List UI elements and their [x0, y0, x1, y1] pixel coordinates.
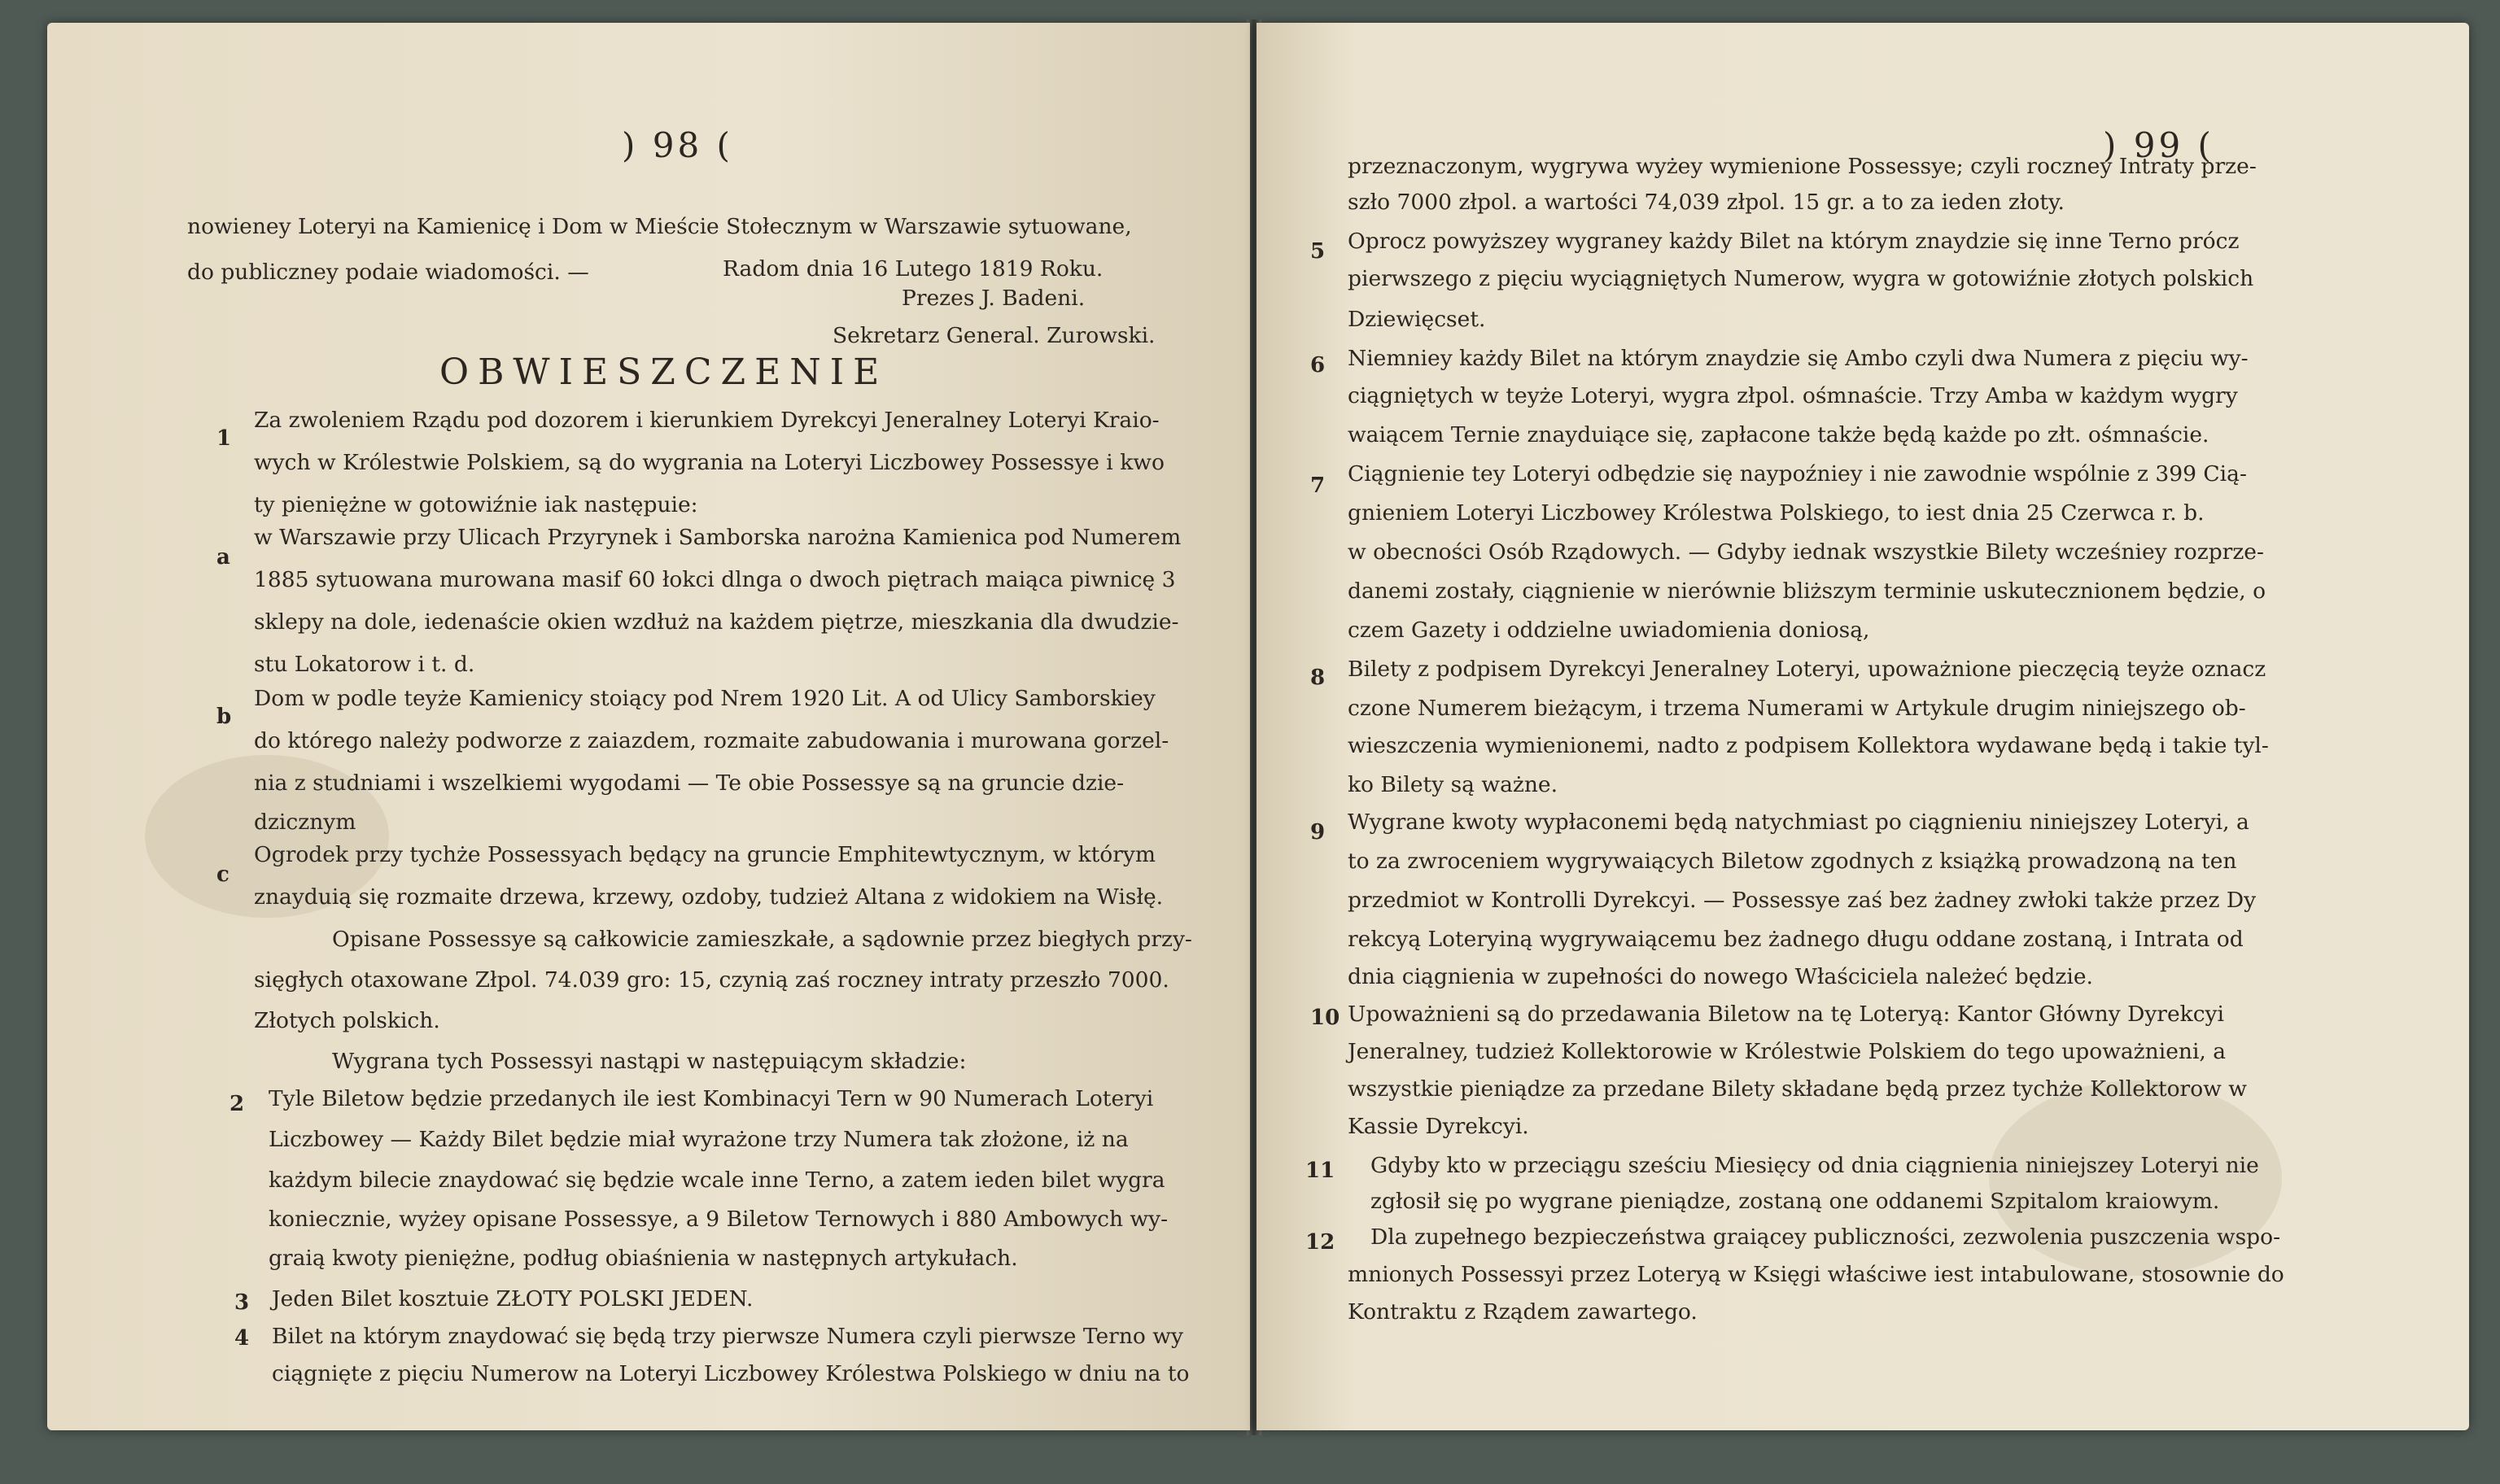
text-line: Sekretarz General. Zurowski. [833, 323, 1156, 348]
item-number: 3 [234, 1290, 250, 1315]
page-left [47, 23, 1250, 1430]
text-line: dzicznym [254, 810, 356, 835]
page-number: ) 99 ( [2103, 125, 2214, 165]
text-line: Ogrodek przy tychże Possessyach będący na gruncie Emphitewtycznym, w którym [254, 842, 1156, 867]
text-line: Kontraktu z Rządem zawartego. [1348, 1299, 1698, 1325]
text-line: do którego należy podworze z zaiazdem, rozmaite zabudowania i murowana gorzel- [254, 728, 1169, 753]
text-line: Tyle Biletow będzie przedanych ile iest Kombinacyi Tern w 90 Numerach Loteryi [269, 1086, 1154, 1111]
text-line: nowieney Loteryi na Kamienicę i Dom w Mieście Stołecznym w Warszawie sytuowane, [187, 214, 1132, 239]
item-number: 10 [1310, 1006, 1340, 1030]
text-line: Dom w podle teyże Kamienicy stoiący pod Nrem 1920 Lit. A od Ulicy Samborskiey [254, 686, 1156, 711]
text-line: dnia ciągnienia w zupełności do nowego Właściciela należeć będzie. [1348, 964, 2093, 989]
text-line: zgłosił się po wygrane pieniądze, zostaną one oddanemi Szpitalom kraiowym. [1370, 1189, 2220, 1214]
text-line: Opisane Possessye są całkowicie zamieszkałe, a sądownie przez biegłych przy- [332, 927, 1192, 952]
text-line: Prezes J. Badeni. [902, 286, 1086, 311]
text-line: Liczbowey — Każdy Bilet będzie miał wyrażone trzy Numera tak złożone, iż na [269, 1127, 1129, 1152]
text-line: Oprocz powyższey wygraney każdy Bilet na którym znaydzie się inne Terno prócz [1348, 229, 2240, 254]
text-line: Radom dnia 16 Lutego 1819 Roku. [723, 256, 1104, 282]
text-line: sięgłych otaxowane Złpol. 74.039 gro: 15, czynią zaś roczney intraty przeszło 7000. [254, 967, 1169, 993]
text-line: Ciągnienie tey Loteryi odbędzie się naypoźniey i nie zawodnie wspólnie z 399 Cią- [1348, 461, 2247, 487]
text-line: Bilet na którym znaydować się będą trzy pierwsze Numera czyli pierwsze Terno wy [272, 1324, 1183, 1349]
item-number: 12 [1305, 1230, 1335, 1255]
text-line: nia z studniami i wszelkiemi wygodami — Te obie Possessye są na gruncie dzie- [254, 770, 1125, 796]
text-line: gnieniem Loteryi Liczbowey Królestwa Polskiego, to iest dnia 25 Czerwca r. b. [1348, 500, 2205, 526]
page-right [1257, 23, 2469, 1430]
text-line: Bilety z podpisem Dyrekcyi Jeneralney Loteryi, upoważnione pieczęcią teyże oznacz [1348, 657, 2266, 682]
item-number: 9 [1310, 820, 1326, 845]
text-line: szło 7000 złpol. a wartości 74,039 złpol. 15 gr. a to za ieden złoty. [1348, 190, 2065, 215]
text-line: koniecznie, wyżey opisane Possessye, a 9 Biletow Ternowych i 880 Ambowych wy- [269, 1207, 1169, 1232]
text-line: 1885 sytuowana murowana masif 60 łokci dlnga o dwoch piętrach maiąca piwnicę 3 [254, 567, 1176, 592]
text-line: Kassie Dyrekcyi. [1348, 1114, 1529, 1139]
text-line: to za zwroceniem wygrywaiących Biletow zgodnych z książką prowadzoną na ten [1348, 849, 2237, 874]
text-line: Gdyby kto w przeciągu sześciu Miesięcy od dnia ciągnienia niniejszey Loteryi nie [1370, 1153, 2259, 1178]
text-line: wych w Królestwie Polskiem, są do wygrania na Loteryi Liczbowey Possessye i kwo [254, 450, 1165, 475]
text-line: każdym bilecie znaydować się będzie wcale inne Terno, a zatem ieden bilet wygra [269, 1168, 1165, 1193]
text-line: czone Numerem bieżącym, i trzema Numerami w Artykule drugim niniejszego ob- [1348, 696, 2246, 721]
text-line: ko Bilety są ważne. [1348, 772, 1558, 797]
text-line: Wygrana tych Possessyi nastąpi w następuiącym składzie: [332, 1049, 967, 1074]
text-line: Upoważnieni są do przedawania Biletow na tę Loteryą: Kantor Główny Dyrekcyi [1348, 1002, 2225, 1027]
item-number: 11 [1305, 1159, 1335, 1183]
text-line: wieszczenia wymienionemi, nadto z podpisem Kollektora wydawane będą i takie tyl- [1348, 733, 2269, 758]
text-line: ty pieniężne w gotowiźnie iak następuie: [254, 492, 698, 517]
text-line: przedmiot w Kontrolli Dyrekcyi. — Possessye zaś bez żadney zwłoki także przez Dy [1348, 888, 2257, 913]
text-line: Jeneralney, tudzież Kollektorowie w Królestwie Polskiem do tego upoważnieni, a [1348, 1039, 2227, 1064]
text-line: w Warszawie przy Ulicach Przyrynek i Samborska narożna Kamienica pod Numerem [254, 525, 1182, 550]
notice-heading: OBWIESZCZENIE [439, 351, 889, 393]
text-line: mnionych Possessyi przez Loteryą w Księgi właściwe iest intabulowane, stosownie do [1348, 1262, 2284, 1287]
text-line: czem Gazety i oddzielne uwiadomienia doniosą, [1348, 618, 1870, 643]
text-line: Wygrane kwoty wypłaconemi będą natychmiast po ciągnieniu niniejszey Loteryi, a [1348, 810, 2249, 835]
text-line: Niemniey każdy Bilet na którym znaydzie się Ambo czyli dwa Numera z pięciu wy- [1348, 346, 2249, 371]
text-line: graią kwoty pieniężne, podług obiaśnienia w następnych artykułach. [269, 1246, 1018, 1271]
item-number: 8 [1310, 666, 1326, 690]
text-line: Złotych polskich. [254, 1008, 440, 1033]
text-line: rekcyą Loteryiną wygrywaiącemu bez żadnego długu oddane zostaną, i Intrata od [1348, 927, 2244, 952]
item-number: b [216, 705, 232, 729]
text-line: Dziewięcset. [1348, 307, 1486, 332]
text-line: sklepy na dole, iedenaście okien wzdłuż na każdem piętrze, mieszkania dla dwudzie- [254, 609, 1179, 635]
text-line: w obecności Osób Rządowych. — Gdyby iednak wszystkie Bilety wcześniey rozprze- [1348, 539, 2264, 565]
item-number: 4 [234, 1326, 250, 1351]
text-line: ciągnięte z pięciu Numerow na Loteryi Liczbowey Królestwa Polskiego w dniu na to [272, 1361, 1190, 1386]
text-line: stu Lokatorow i t. d. [254, 652, 475, 677]
item-number: c [216, 862, 229, 887]
text-line: pierwszego z pięciu wyciągniętych Numerow, wygra w gotowiźnie złotych polskich [1348, 266, 2254, 291]
item-number: 1 [216, 426, 232, 451]
page-number: ) 98 ( [622, 125, 733, 165]
text-line: znayduią się rozmaite drzewa, krzewy, ozdoby, tudzież Altana z widokiem na Wisłę. [254, 884, 1164, 910]
text-line: danemi zostały, ciągnienie w nierównie bliższym terminie uskutecznionem będzie, o [1348, 578, 2266, 604]
text-line: Dla zupełnego bezpieczeństwa graiącey publiczności, zezwolenia puszczenia wspo- [1370, 1224, 2281, 1250]
text-line: wszystkie pieniądze za przedane Bilety składane będą przez tychże Kollektorow w [1348, 1076, 2247, 1102]
item-number: a [216, 545, 230, 570]
item-number: 6 [1310, 353, 1326, 378]
text-line: Za zwoleniem Rządu pod dozorem i kierunkiem Dyrekcyi Jeneralney Loteryi Kraio- [254, 408, 1160, 433]
text-line: waiącem Ternie znayduiące się, zapłacone także będą każde po złt. ośmnaście. [1348, 422, 2209, 447]
item-number: 2 [229, 1092, 245, 1116]
item-number: 5 [1310, 239, 1326, 264]
text-line: do publiczney podaie wiadomości. — [187, 260, 589, 285]
item-number: 7 [1310, 474, 1326, 498]
text-line: przeznaczonym, wygrywa wyżey wymienione Possessye; czyli roczney Intraty prze- [1348, 154, 2257, 179]
text-line: Jeden Bilet kosztuie ZŁOTY POLSKI JEDEN. [272, 1286, 754, 1312]
text-line: ciągniętych w teyże Loteryi, wygra złpol. ośmnaście. Trzy Amba w każdym wygry [1348, 383, 2238, 408]
